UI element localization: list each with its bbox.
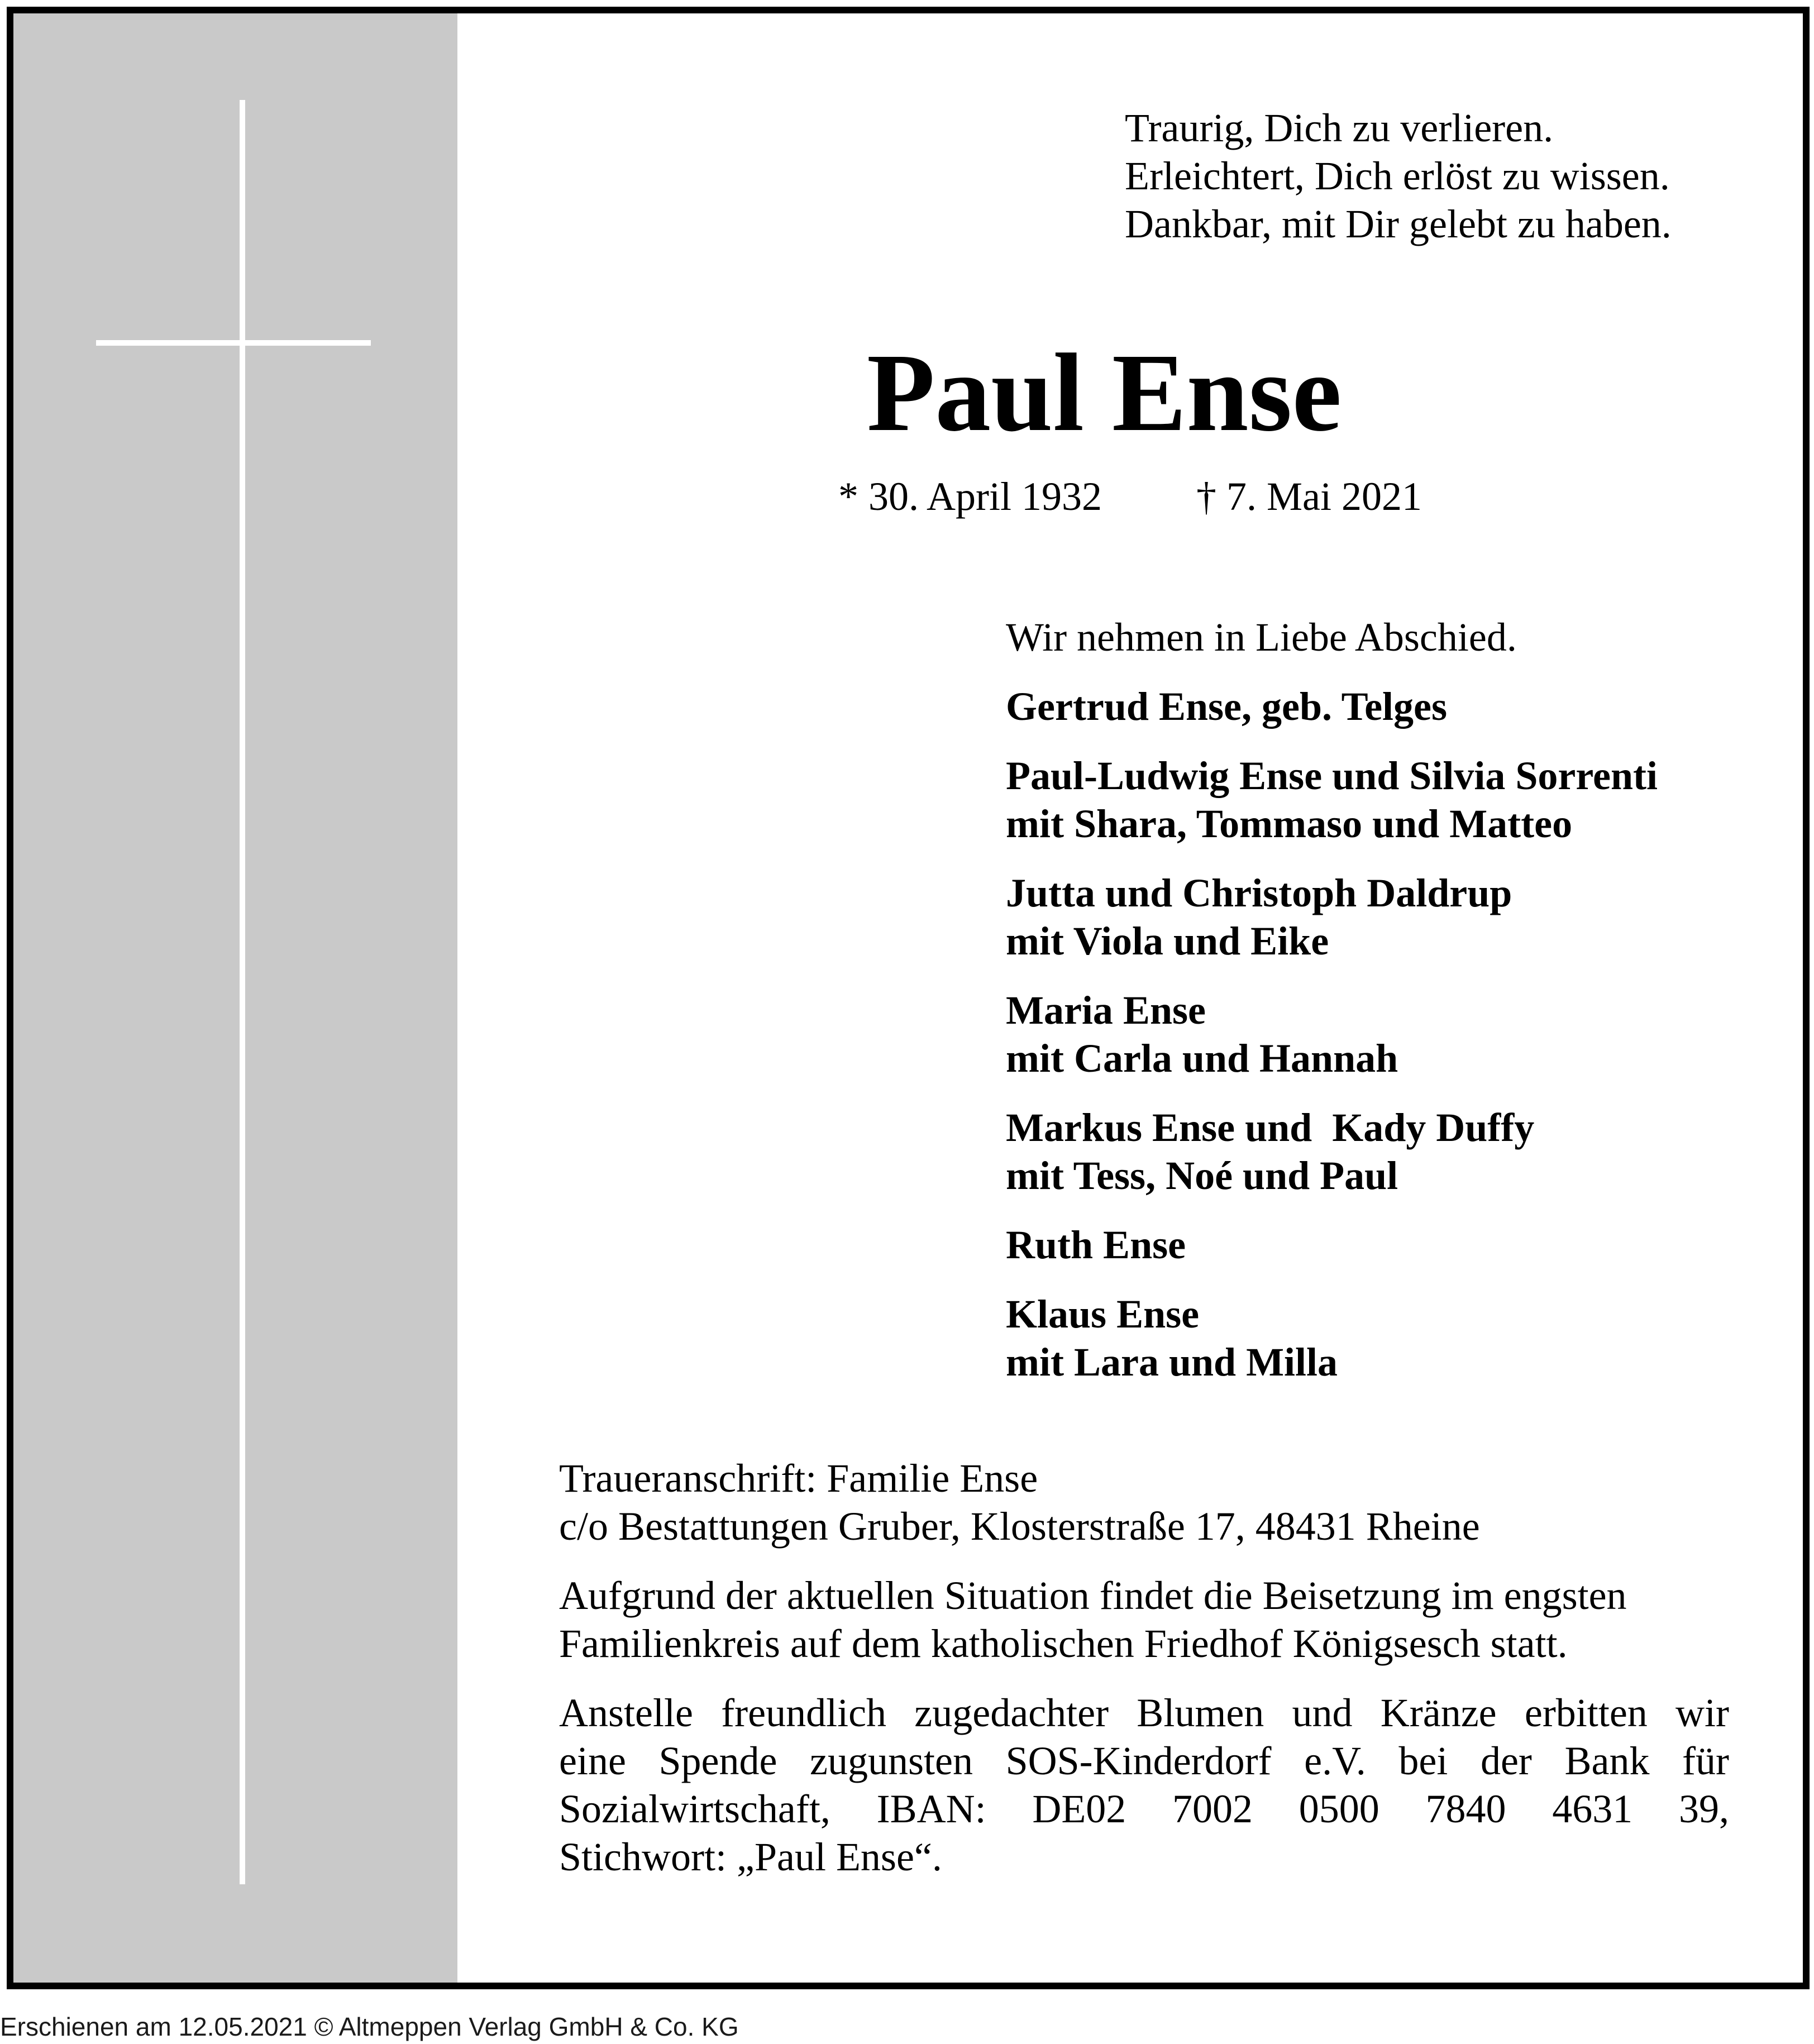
mourner-line: Ruth Ense — [1006, 1222, 1186, 1267]
address-line: c/o Bestattungen Gruber, Klosterstraße 17, 48431 Rheine — [559, 1504, 1480, 1549]
mourner-line: Maria Ense — [1006, 988, 1206, 1033]
donation-note — [559, 1689, 1729, 1881]
mourning-address — [559, 1454, 1729, 1550]
mourner-line: Gertrud Ense, geb. Telges — [1006, 684, 1448, 729]
mourner-group — [1006, 1221, 1658, 1269]
mourners-intro: Wir nehmen in Liebe Abschied. — [1006, 615, 1517, 660]
side-panel — [13, 13, 457, 1983]
mourner-group — [1006, 869, 1658, 965]
motto — [1125, 104, 1672, 248]
mourner-group — [1006, 1104, 1658, 1200]
mourner-group — [1006, 752, 1658, 848]
motto-line: Dankbar, mit Dir gelebt zu haben. — [1125, 202, 1672, 246]
cross-icon-horizontal-bar — [96, 340, 371, 346]
donation-note-line: Sozialwirtschaft, IBAN: DE02 7002 0500 7840 4631 39, — [559, 1787, 1729, 1831]
deceased-name: Paul Ense — [867, 331, 1342, 455]
motto-line: Traurig, Dich zu verlieren. — [1125, 106, 1554, 150]
motto-line: Erleichtert, Dich erlöst zu wissen. — [1125, 154, 1670, 198]
mourner-group — [1006, 1290, 1658, 1386]
donation-note-line: Stichwort: „Paul Ense“. — [559, 1835, 942, 1879]
mourner-line: mit Shara, Tommaso und Matteo — [1006, 801, 1573, 846]
donation-note-line: eine Spende zugunsten SOS-Kinderdorf e.V. bei der Bank für — [559, 1739, 1729, 1783]
burial-note — [559, 1572, 1729, 1668]
donation-note-line: Anstelle freundlich zugedachter Blumen und Kränze erbitten wir — [559, 1690, 1729, 1735]
mourner-group — [1006, 682, 1658, 730]
cross-icon-vertical-bar — [240, 100, 245, 1884]
birth-date: * 30. April 1932 — [838, 474, 1102, 519]
mourner-line: mit Lara und Milla — [1006, 1340, 1338, 1384]
mourner-line: mit Tess, Noé und Paul — [1006, 1153, 1398, 1198]
burial-note-line: Aufgrund der aktuellen Situation findet die Beisetzung im engsten — [559, 1573, 1627, 1618]
burial-note-line: Familienkreis auf dem katholischen Friedhof Königsesch statt. — [559, 1621, 1568, 1666]
mourner-line: Markus Ense und Kady Duffy — [1006, 1105, 1535, 1150]
address-line: Traueranschrift: Familie Ense — [559, 1456, 1038, 1501]
publication-footer: Erschienen am 12.05.2021 © Altmeppen Verlag GmbH & Co. KG — [0, 2012, 739, 2041]
mourner-line: Paul-Ludwig Ense und Silvia Sorrenti — [1006, 753, 1658, 798]
mourner-line: mit Carla und Hannah — [1006, 1036, 1398, 1081]
mourner-line: Jutta und Christoph Daldrup — [1006, 871, 1512, 915]
death-date: † 7. Mai 2021 — [1196, 474, 1422, 519]
mourner-group — [1006, 986, 1658, 1082]
mourners-list — [1006, 613, 1658, 1407]
obituary-notice — [7, 7, 1810, 1989]
notice-details — [559, 1454, 1729, 1881]
mourner-line: mit Viola und Eike — [1006, 919, 1329, 963]
mourner-line: Klaus Ense — [1006, 1292, 1200, 1336]
